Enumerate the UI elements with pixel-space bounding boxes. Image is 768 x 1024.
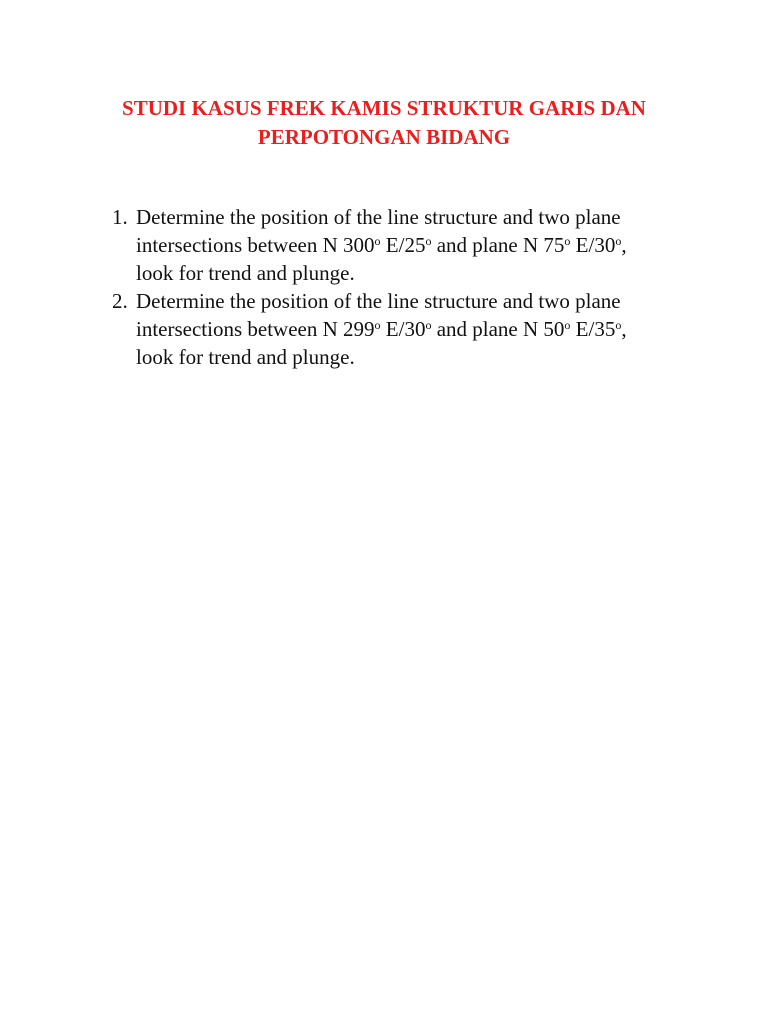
title-line-1: STUDI KASUS FREK KAMIS STRUKTUR GARIS DAN (122, 96, 646, 120)
text-segment: intersections between N 300 (136, 233, 375, 257)
text-segment: and plane N 75 (431, 233, 565, 257)
title-line-2: PERPOTONGAN BIDANG (257, 125, 511, 149)
list-item-line-2 (136, 231, 692, 259)
list-item-line-1: Determine the position of the line structure and two plane (136, 289, 621, 313)
text-segment: E/30 (570, 233, 616, 257)
document-title (0, 94, 768, 152)
degree-mark: o (374, 318, 381, 332)
degree-mark: o (425, 318, 432, 332)
degree-mark: o (425, 234, 432, 248)
list-item-line-3: look for trend and plunge. (136, 261, 355, 285)
exercise-list (112, 203, 692, 371)
list-item-number: 1. (112, 205, 128, 229)
text-segment: E/30 (380, 317, 426, 341)
list-item-line-3: look for trend and plunge. (136, 345, 355, 369)
text-segment: , (621, 317, 627, 341)
list-item (112, 287, 692, 371)
text-segment: E/35 (570, 317, 616, 341)
text-segment: , (621, 233, 627, 257)
degree-mark: o (374, 234, 381, 248)
degree-mark: o (615, 318, 622, 332)
text-segment: and plane N 50 (431, 317, 565, 341)
list-item-line-1: Determine the position of the line structure and two plane (136, 205, 621, 229)
list-item-line-2 (136, 315, 692, 343)
text-segment: intersections between N 299 (136, 317, 375, 341)
list-item-number: 2. (112, 289, 128, 313)
degree-mark: o (615, 234, 622, 248)
text-segment: E/25 (380, 233, 426, 257)
degree-mark: o (564, 234, 571, 248)
degree-mark: o (564, 318, 571, 332)
list-item (112, 203, 692, 287)
